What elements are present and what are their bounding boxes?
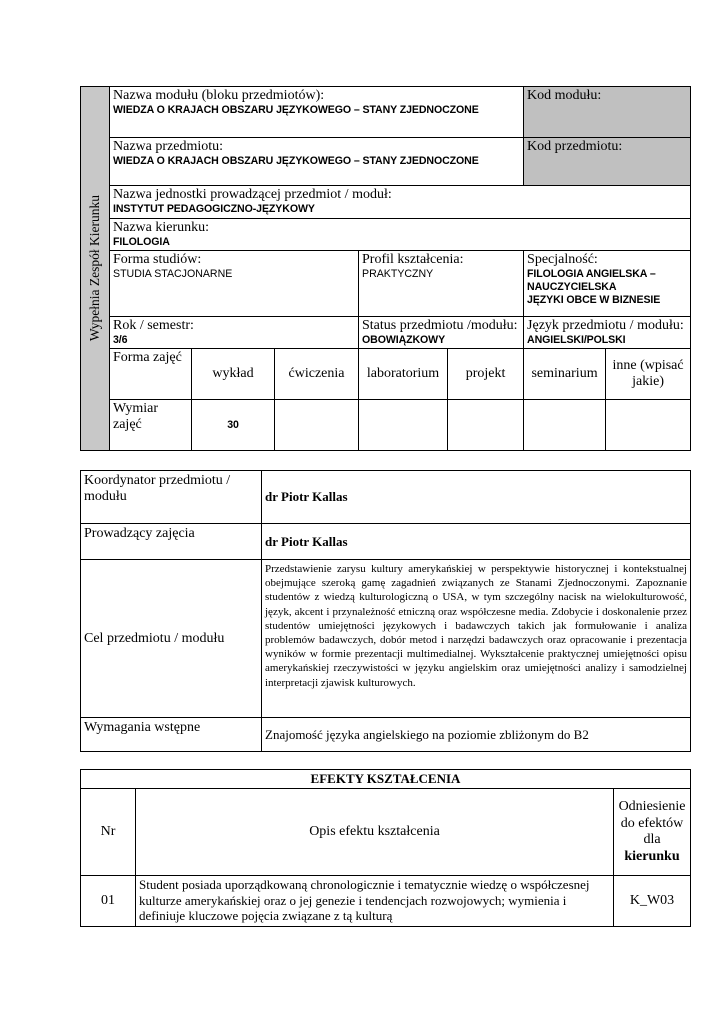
teacher-label: Prowadzący zajęcia: [81, 524, 262, 560]
language-value: ANGIELSKI/POLSKI: [527, 334, 626, 346]
requirements-label: Wymagania wstępne: [81, 718, 262, 752]
side-label: Wypełnia Zespół Kierunku: [81, 87, 110, 451]
specialty-value-1: FILOLOGIA ANGIELSKA – NAUCZYCIELSKA: [527, 268, 656, 293]
subject-code-cell: [524, 138, 691, 186]
module-name-cell: [110, 87, 524, 138]
year-cell: [110, 317, 359, 349]
unit-label: Nazwa jednostki prowadzącej przedmiot / moduł:: [113, 187, 392, 202]
outcomes-title: EFEKTY KSZTAŁCENIA: [81, 770, 691, 789]
module-name-value: WIEDZA O KRAJACH OBSZARU JĘZYKOWEGO – STANY ZJEDNOCZONE: [113, 104, 479, 116]
outcome-nr: 01: [81, 876, 136, 927]
hours-label: Wymiar zajęć: [110, 400, 192, 451]
specialty-cell: [524, 251, 691, 317]
field-value: FILOLOGIA: [113, 236, 170, 248]
hours-exercises: [275, 400, 359, 451]
coordinator-label: Koordynator przedmiotu / modułu: [81, 471, 262, 524]
unit-value: INSTYTUT PEDAGOGICZNO-JĘZYKOWY: [113, 203, 315, 215]
profile-label: Profil kształcenia:: [362, 252, 464, 267]
hours-project: [448, 400, 524, 451]
profile-value: PRAKTYCZNY: [362, 268, 434, 280]
subject-name-label: Nazwa przedmiotu:: [113, 139, 224, 154]
teacher-value: dr Piotr Kallas: [262, 524, 691, 560]
coordinator-value: dr Piotr Kallas: [262, 471, 691, 524]
goal-label: Cel przedmiotu / modułu: [81, 560, 262, 718]
requirements-value: Znajomość języka angielskiego na poziomie zbliżonym do B2: [262, 718, 691, 752]
form-seminar: seminarium: [524, 349, 606, 400]
course-details-table: [80, 470, 691, 752]
forms-label: Forma zajęć: [110, 349, 192, 400]
col-ref-header: [614, 789, 691, 876]
hours-lecture: 30: [192, 400, 275, 451]
study-form-cell: [110, 251, 359, 317]
form-lecture: wykład: [192, 349, 275, 400]
language-cell: [524, 317, 691, 349]
hours-other: [606, 400, 691, 451]
col-ref-bold: kierunku: [624, 848, 680, 864]
language-label: Język przedmiotu / modułu:: [527, 318, 684, 333]
year-value: 3/6: [113, 334, 128, 346]
hours-seminar: [524, 400, 606, 451]
subject-code-label: Kod przedmiotu:: [527, 139, 623, 154]
table-row: [81, 876, 691, 927]
goal-value: Przedstawienie zarysu kultury amerykańskiej w perspektywie historycznej i kontekstualnej obejmujące szeroką gamę zagadnień związanych ze Stanami Zjednoczonymi. Zapoznanie studentów z wiedzą kulturologiczną o USA, w tym szczególny nacisk na wielokulturowość, język, akcent i przynależność etniczną oraz współczesne media. Zdobycie i doskonalenie przez studentów umiejętności językowych i badawczych takich jak formułowanie i analiza problemów badawczych, dobór metod i narzędzi badawczych oraz opracowanie i prezentacja wyników w formie prezentacji multimedialnej. Wykształcenie praktycznej umiejętności opisu amerykańskiej rzeczywistości w języku angielskim oraz umiejętności analizy i samodzielnej interpretacji zjawisk kulturowych.: [262, 560, 691, 718]
year-label: Rok / semestr:: [113, 318, 194, 333]
subject-name-value: WIEDZA O KRAJACH OBSZARU JĘZYKOWEGO – STANY ZJEDNOCZONE: [113, 155, 479, 167]
study-form-label: Forma studiów:: [113, 252, 202, 267]
form-laboratory: laboratorium: [359, 349, 448, 400]
form-project: projekt: [448, 349, 524, 400]
outcome-desc: Student posiada uporządkowaną chronologicznie i tematycznie wiedzę o współczesnej kulturze amerykańskiej oraz o jej genezie i tendencjach rozwojowych; wymienia i definiuje kluczowe pojęcia związane z tą kulturą: [136, 876, 614, 927]
outcome-ref: K_W03: [614, 876, 691, 927]
status-value: OBOWIĄZKOWY: [362, 334, 446, 346]
specialty-label: Specjalność:: [527, 252, 598, 267]
module-code-label: Kod modułu:: [527, 88, 602, 103]
status-cell: [359, 317, 524, 349]
field-label: Nazwa kierunku:: [113, 220, 210, 235]
col-nr-header: Nr: [81, 789, 136, 876]
hours-laboratory: [359, 400, 448, 451]
form-exercises: ćwiczenia: [275, 349, 359, 400]
profile-cell: [359, 251, 524, 317]
study-form-value: STUDIA STACJONARNE: [113, 268, 233, 280]
specialty-value-2: JĘZYKI OBCE W BIZNESIE: [527, 294, 661, 306]
outcomes-table: [80, 769, 691, 927]
module-info-table: [80, 86, 691, 451]
status-label: Status przedmiotu /modułu:: [362, 318, 518, 333]
col-desc-header: Opis efektu kształcenia: [136, 789, 614, 876]
module-name-label: Nazwa modułu (bloku przedmiotów):: [113, 88, 325, 103]
subject-name-cell: [110, 138, 524, 186]
unit-cell: [110, 186, 691, 219]
module-code-cell: [524, 87, 691, 138]
col-ref-text: Odniesienie do efektów dla: [618, 799, 686, 847]
field-cell: [110, 219, 691, 251]
form-other: inne (wpisać jakie): [606, 349, 691, 400]
